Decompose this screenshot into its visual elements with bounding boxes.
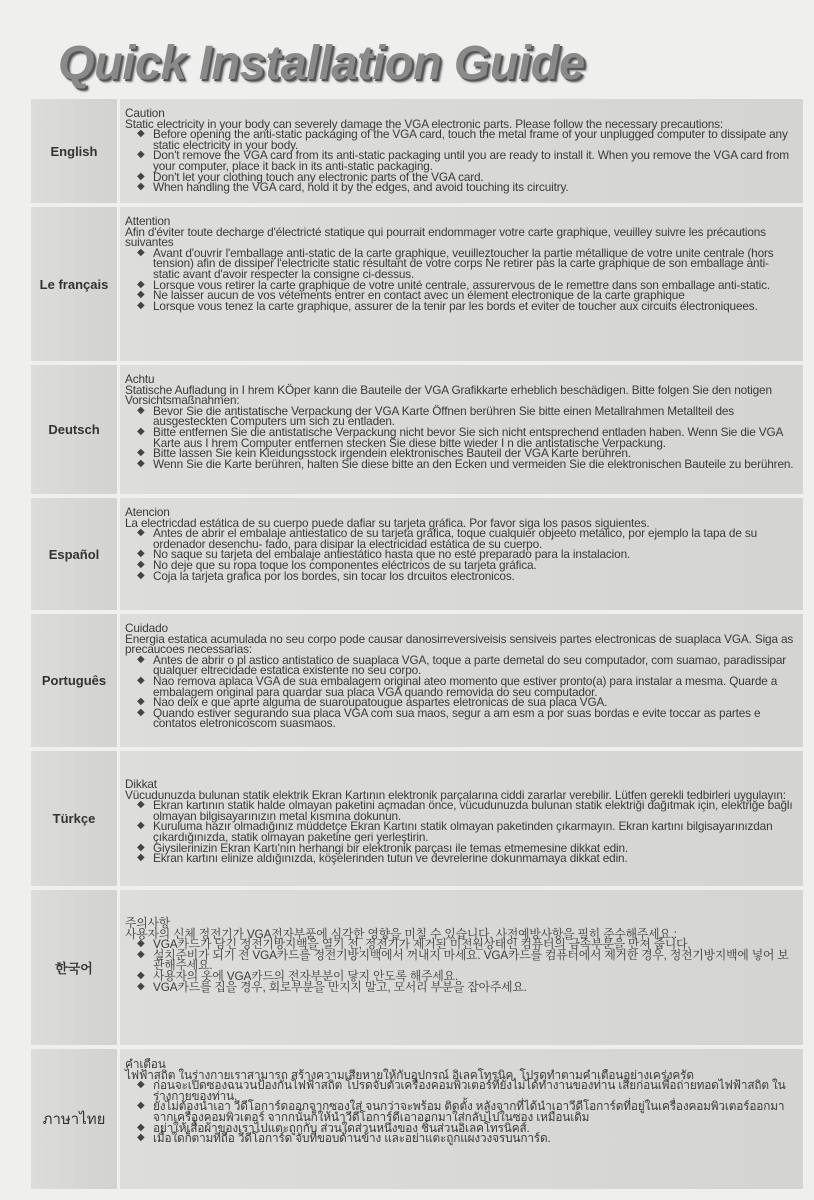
section-heading: 주의사항 <box>125 916 170 930</box>
precautions-content <box>120 614 803 747</box>
section-heading: Attention <box>125 214 171 228</box>
precaution-item: ◆ ยังไม่ต้องนำเอา วีดีโอการ์ดออกจากซองใส่ จนกว่าจะพร้อม ติดตั้ง หลังจากที่ได้นำเอาวีดีโอการ์ดที่อยู่ในเครื่องคอมพิวเตอร์ออกมาจากเครื่องคอมพิวเตอร์ จากกนั้นก็ให้นำวีดีโอการ์ดีเอาออกมาใส่กลับไปในซอง เหมือนเดิม <box>153 1101 795 1122</box>
language-section <box>31 890 803 1045</box>
precaution-list <box>125 800 795 864</box>
section-intro: Vücudunuzda bulunan statik elektrik Ekran Kartının elektronik parçalarına ciddi zararlar verebilir. Lütfen gerekli tedbirleri uygulayın: <box>125 787 786 802</box>
precaution-item: ◆ Avant d'ouvrir l'emballage anti-static de la carte graphique, veuilleztoucher la partie métallique de votre unite centrale (hors tension) afin de dissiper l'electricite static résultant de votre corps Ne retirer pas la carte graphique de son emballage anti-static avant d'avoir respecter la consigne ci-dessus. <box>153 248 795 280</box>
section-heading: คำเตือน <box>125 1057 166 1071</box>
section-intro: Static electricity in your body can severely damage the VGA electronic parts. Please follow the necessary precautions: <box>125 116 724 131</box>
language-section <box>31 207 803 361</box>
precaution-item: ◆ อย่าให้เสื้อผ้าของเราไปแตะถูกกับ ส่วนใดส่วนหนึ่งของ ชิ้นส่วนอิเลคโทรนิคส์. <box>153 1123 795 1134</box>
language-label: ภาษาไทย <box>31 1049 117 1189</box>
precaution-item: ◆ Giysilerinizin Ekran Kartı'nın herhangi bir elektronik parçası ile temas etmemesine dikkat edin. <box>153 843 795 854</box>
language-section <box>31 99 803 203</box>
section-intro: Afin d'éviter toute decharge d'électricté statique qui pourrait endommager votre carte graphique, veuilley suivre les précautions suivantes <box>125 224 766 250</box>
language-label: 한국어 <box>31 890 117 1045</box>
precaution-item: ◆ No saque su tarjeta del embalaje antiestático hasta que no esté preparado para la instalacion. <box>153 549 795 560</box>
precaution-item: ◆ 사용자의 옷에 VGA카드의 전자부분이 닿지 안도록 해주세요. <box>153 971 795 982</box>
precaution-item: ◆ Coja la tarjeta grafica por los bordes, sin tocar los drcuitos electronicos. <box>153 571 795 582</box>
precaution-item: ◆ VGA카드를 집을 경우, 회로부분을 만지지 말고, 모서리 부분을 잡아주세요. <box>153 982 795 993</box>
language-section <box>31 614 803 747</box>
language-section <box>31 1049 803 1189</box>
precautions-content <box>120 207 803 361</box>
precaution-item: ◆ Quando estiver segurando sua placa VGA com sua maos, segur a am esm a por suas bordas e evite toccar as partes e contatos eletronicoscom suasmaos. <box>153 708 795 729</box>
precaution-item: ◆ Don't remove the VGA card from its anti-static packaging until you are ready to install it. When you remove the VGA card from your computer, place it back in its anti-static packaging. <box>153 150 795 171</box>
precautions-content <box>120 99 803 203</box>
section-intro: La electricdad estática de su cuerpo puede dafiar su tarjeta gráfica. Por favor siga los pasos siguientes. <box>125 515 650 530</box>
language-section <box>31 365 803 494</box>
precautions-content <box>120 1049 803 1189</box>
precaution-item: ◆ Don't let your clothing touch any electronic parts of the VGA card. <box>153 172 795 183</box>
precaution-item: ◆ Before opening the anti-static packaging of the VGA card, touch the metal frame of your unplugged computer to dissipate any static electricity in your body. <box>153 129 795 150</box>
precaution-item: ◆ Bitte entfernen Sie die antistatische Verpackung nicht bevor Sie sich nicht entsprechend entladen haben. Wenn Sie die VGA Karte aus I hrem Computer entfernen stecken Sie diese bitte wieder I n die antistatische Verpackung. <box>153 427 795 448</box>
precautions-content <box>120 751 803 886</box>
precaution-list <box>125 129 795 193</box>
precaution-item: ◆ No deje que su ropa toque los componentes eléctricos de su tarjeta gráfica. <box>153 560 795 571</box>
precautions-table <box>31 99 803 1193</box>
language-label: Türkçe <box>31 751 117 886</box>
precaution-item: ◆ When handling the VGA card, hold it by the edges, and avoid touching its circuitry. <box>153 182 795 193</box>
precaution-item: ◆ Ekran kartını elinize aldığınızda, köşelerinden tutun ve devrelerine dokunmamaya dikkat edin. <box>153 853 795 864</box>
precautions-content <box>120 890 803 1045</box>
section-intro: Statische Aufladung in I hrem KÖper kann die Bauteile der VGA Grafikkarte erheblich beschädigen. Bitte folgen Sie den notigen Vorsichtsmaßnahmen: <box>125 382 772 408</box>
language-label: Português <box>31 614 117 747</box>
precaution-item: ◆ 설치준비가 되기 전 VGA카드를 정전기방지백에서 꺼내지 마세요. VGA카드를 컴퓨터에서 제거한 경우, 정전기방지백에 넣어 보관해주세요. <box>153 950 795 971</box>
precaution-item: ◆ เมื่อใดก็ตามที่ถือ วีดีโอการ์ด จับที่ขอบด้านข้าง และอย่าแตะถูกแผงวงจรบนการ์ด. <box>153 1133 795 1144</box>
precaution-item: ◆ VGA카드가 담긴 정전기방지백을 열기 전, 정전기가 제거된 미전원상태인 컴퓨터의 금속부분을 만져 줍니다. <box>153 939 795 950</box>
section-heading: Caution <box>125 106 165 120</box>
language-section <box>31 751 803 886</box>
precaution-item: ◆ Wenn Sie die Karte berühren, halten Sie diese bitte an den Ecken und vermeiden Sie die elektronischen Bauteile zu berühren. <box>153 459 795 470</box>
section-heading: Atencion <box>125 505 170 519</box>
precaution-list <box>125 1080 795 1144</box>
language-section <box>31 498 803 610</box>
precaution-list <box>125 939 795 992</box>
precaution-list <box>125 245 795 313</box>
precaution-item: ◆ Ne laisser aucun de vos vétements entrer en contact avec un élement electronique de la carte graphique <box>153 290 795 301</box>
precautions-content <box>120 498 803 610</box>
language-label: Deutsch <box>31 365 117 494</box>
precaution-item: ◆ Antes de abrir o pl astico antistatico de suaplaca VGA, toque a parte demetal do seu computador, com suamao, paradissipar qualquer eltrecidade estatica existente no seu corpo. <box>153 655 795 676</box>
precautions-content <box>120 365 803 494</box>
section-heading: Achtu <box>125 372 155 386</box>
language-label: English <box>31 99 117 203</box>
precaution-list <box>125 652 795 731</box>
precaution-list <box>125 528 795 581</box>
section-heading: Cuidado <box>125 621 168 635</box>
language-label: Le français <box>31 207 117 361</box>
precaution-item: ◆ Kuruluma hazır olmadığınız müddetçe Ekran Kartını statik olmayan paketinden çıkarmayın. Ekran kartını bilgisayarınızdan çıkardığınızda, statik olmayan paketine geri yerleştirin. <box>153 821 795 842</box>
precaution-item: ◆ Bitte lassen Sie kein Kleidungsstock irgendein elektronisches Bauteil der VGA Karte berühren. <box>153 448 795 459</box>
precaution-item: ◆ Ekran kartının statik halde olmayan paketini açmadan önce, vücudunuzda bulunan statik elektriği dağıtmak için, elektriğe bağlı olmayan bilgisayarınızın metal kısmına dokunun. <box>153 800 795 821</box>
section-intro: Energia estatica acumulada no seu corpo pode causar danosirreversiveisis sensiveis partes electronicas de suaplaca VGA. Siga as precaucoes necessarias: <box>125 631 794 657</box>
language-label: Español <box>31 498 117 610</box>
precaution-item: ◆ Nao remova aplaca VGA de sua embalagem original ateo momento que estiver pronto(a) para instalar a mesma. Quarde a embalagem original para quardar sua placa VGA quando removida do seu computador. <box>153 676 795 697</box>
precaution-item: ◆ ก่อนจะเปิดซองฉนวนป้องกันไฟฟ้าสถิต โปรดจับตัวเครื่องคอมพิวเตอร์ที่ยังไม่ได้ทำงานของท่าน เสียก่อนเพื่อถ่ายทอดไฟฟ้าสถิต ในร่างกายของท่าน. <box>153 1080 795 1101</box>
section-intro: 사용자의 신체 정전기가 VGA전자부품에 심각한 영향을 미칠 수 있습니다. 사전예방사항을 필히 준수해주세요.: <box>125 926 677 941</box>
section-heading: Dikkat <box>125 777 157 791</box>
precaution-item: ◆ Antes de abrir el embalaje antiestatico de su tarjeta gráfica, toque cualquier objeeto metálico, por ejemplo la tapa de su ordenador desenchu- fado, para disipar la electricidad estática de su cuerpo. <box>153 528 795 549</box>
precaution-item: ◆ Lorsque vous tenez la carte graphique, assurer de la tenir par les bords et eviter de toucher aux circuits électroniquees. <box>153 301 795 312</box>
precaution-list <box>125 403 795 471</box>
section-intro: ไฟฟ้าสถิต ในร่างกายเราสามารถ สร้างความเสียหายให้กับอุปกรณ์ อิเลคโทรนิค, โปรดทำตามคำเตือนอย่างเคร่งครัด <box>125 1067 694 1082</box>
precaution-item: ◆ Nao deix e que aprte alguma de suaroupatougue aspartes eletronicas de sua placa VGA. <box>153 697 795 708</box>
precaution-item: ◆ Bevor Sie die antistatische Verpackung der VGA Karte Öffnen berühren Sie bitte einen Metallrahmen Metallteil des ausgesteckten Computers um sich zu entladen. <box>153 406 795 427</box>
precaution-item: ◆ Lorsque vous retirer la carte graphique de votre unité centrale, assurervous de le remettre dans son emballage anti-static. <box>153 280 795 291</box>
page-title: Quick Installation Guide <box>58 37 585 90</box>
